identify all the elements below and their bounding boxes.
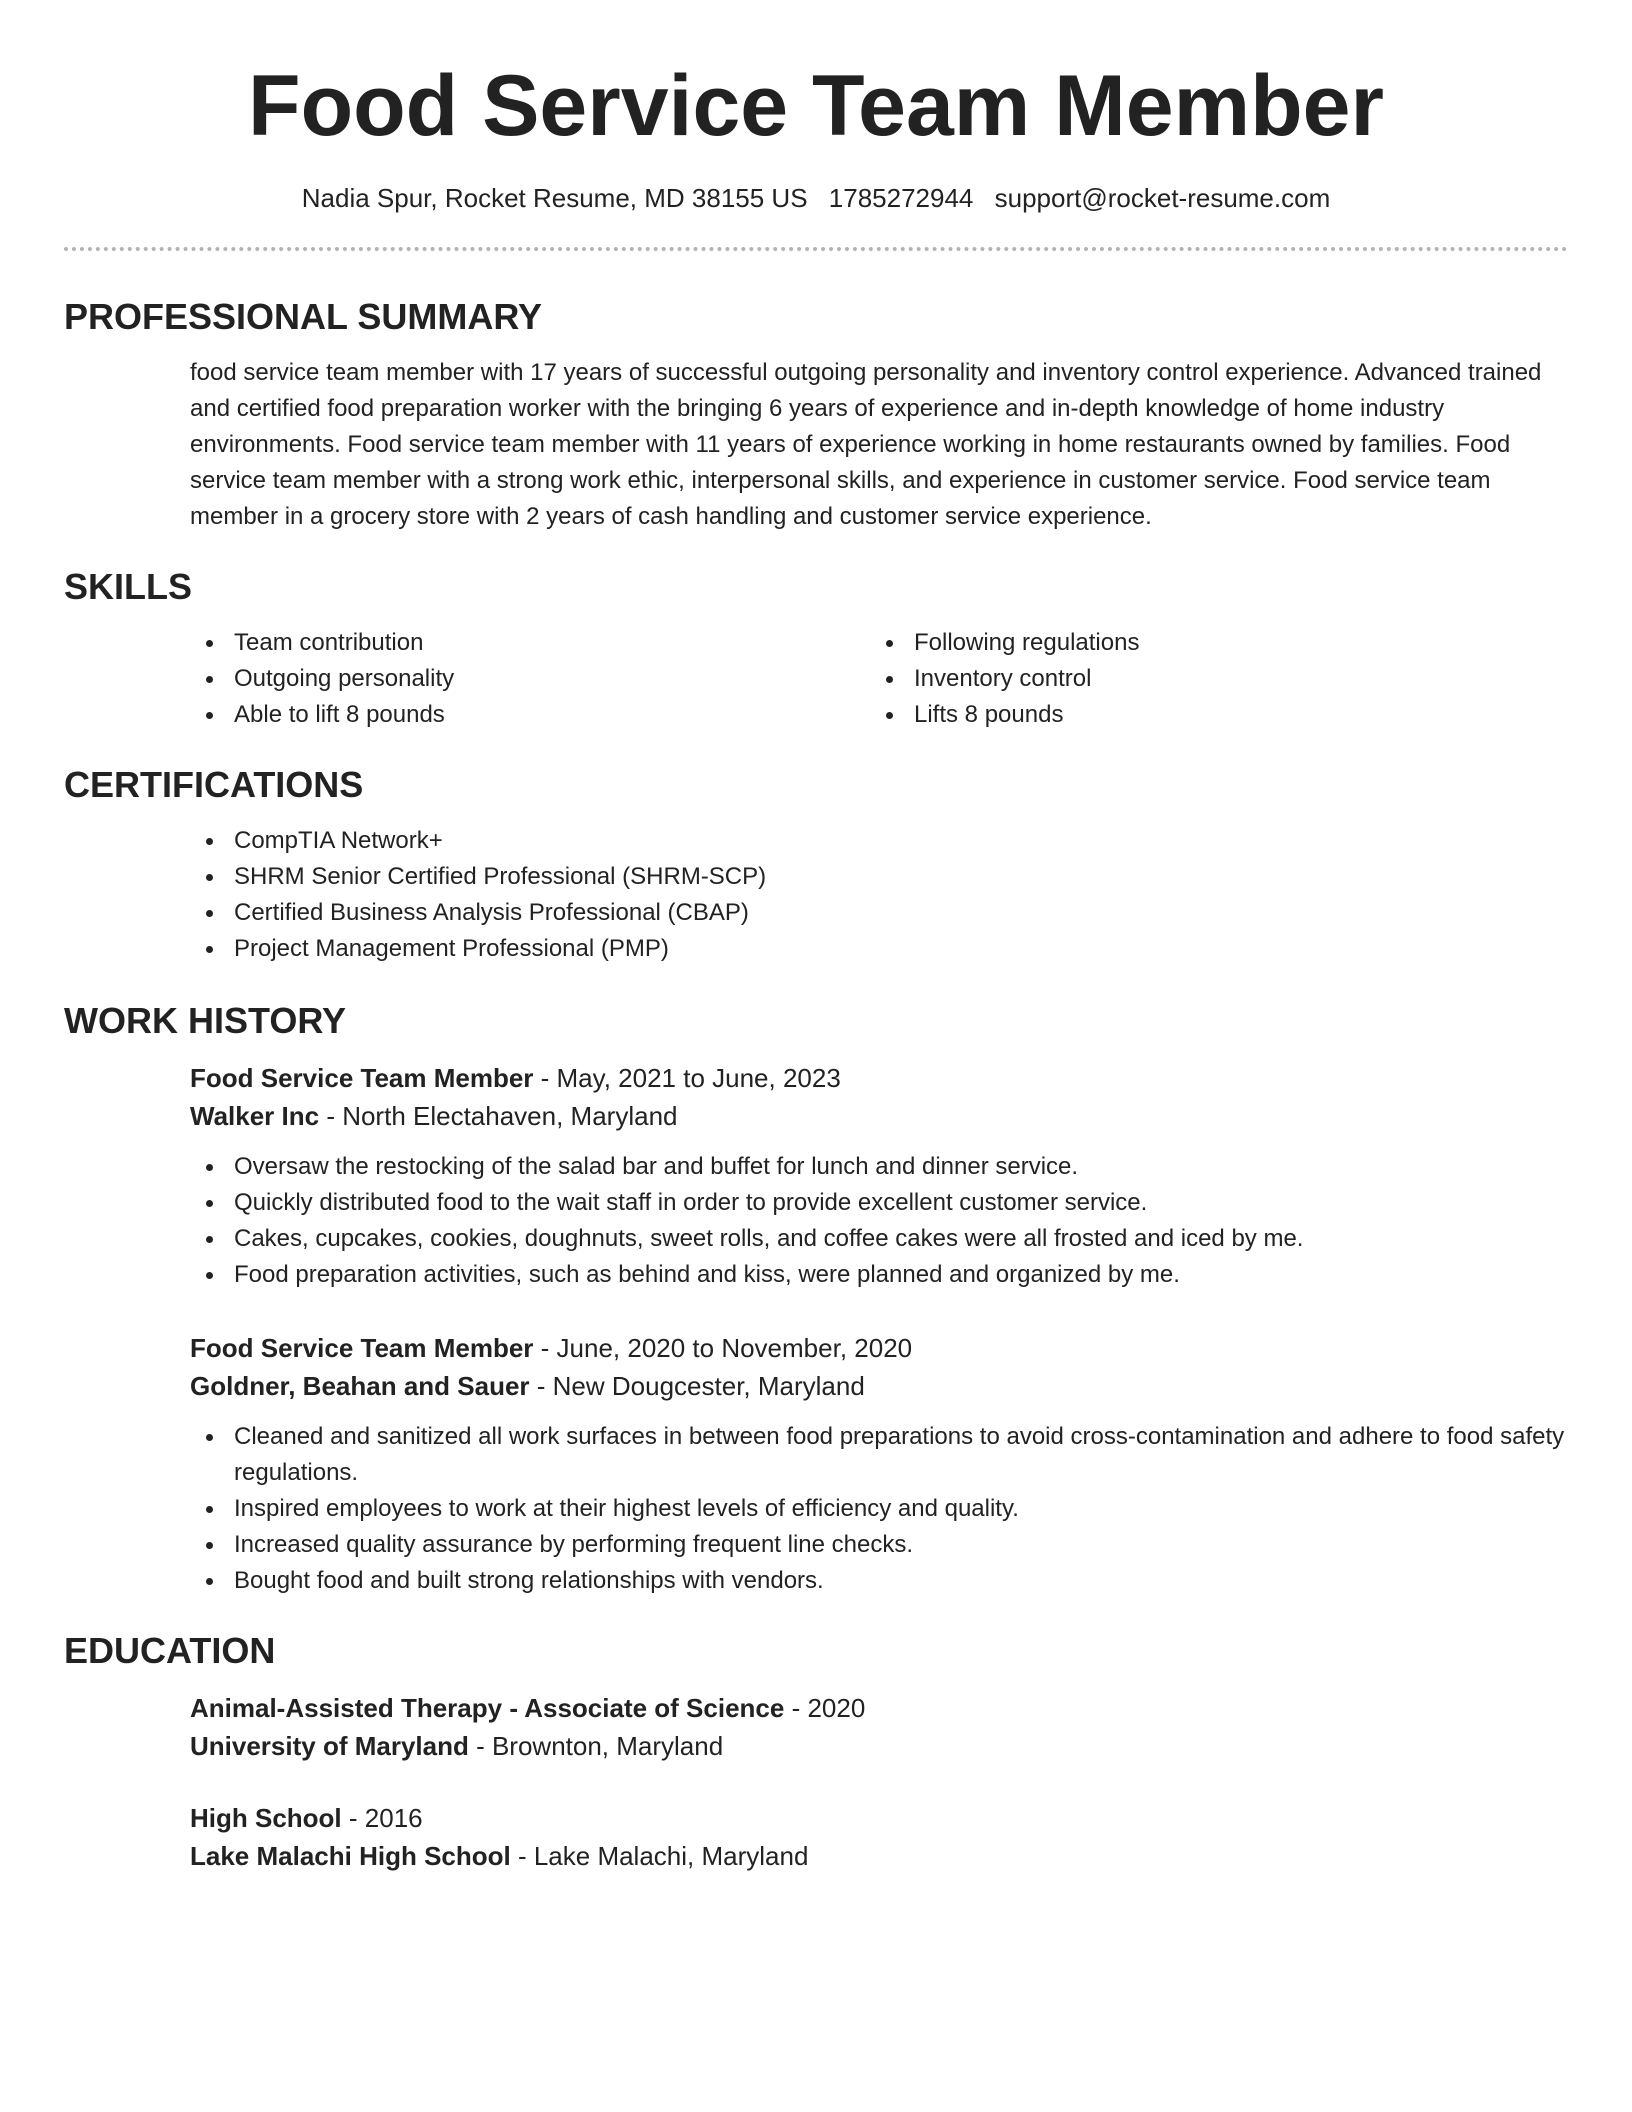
job-entry (190, 1059, 1568, 1293)
list-item: Lifts 8 pounds (870, 697, 1550, 733)
list-item: SHRM Senior Certified Professional (SHRM-SCP) (190, 859, 1568, 895)
list-item: CompTIA Network+ (190, 823, 1568, 859)
list-item: Able to lift 8 pounds (190, 697, 870, 733)
list-item: Food preparation activities, such as behind and kiss, were planned and organized by me. (190, 1257, 1568, 1293)
resume-header (64, 56, 1568, 251)
work-history-title: WORK HISTORY (64, 1000, 347, 1041)
degree-year: - 2020 (784, 1693, 866, 1723)
job-duties (190, 1149, 1568, 1293)
degree-name: Animal-Assisted Therapy - Associate of Science (190, 1693, 785, 1723)
summary-title: PROFESSIONAL SUMMARY (64, 296, 543, 337)
education-entry (190, 1799, 1568, 1875)
list-item: Outgoing personality (190, 661, 870, 697)
school-line (190, 1727, 1568, 1765)
school-location: - Lake Malachi, Maryland (510, 1841, 809, 1871)
list-item: Inspired employees to work at their highest levels of efficiency and quality. (190, 1491, 1568, 1527)
school-name: Lake Malachi High School (190, 1841, 511, 1871)
job-role: Food Service Team Member (190, 1333, 534, 1363)
education-section (64, 1629, 1568, 1875)
job-title-line (190, 1059, 1568, 1097)
job-location: - New Dougcester, Maryland (529, 1371, 865, 1401)
skills-section (64, 565, 1568, 733)
school-line (190, 1837, 1568, 1875)
skills-right-column (870, 625, 1550, 733)
job-employer: Goldner, Beahan and Sauer (190, 1371, 530, 1401)
degree-line (190, 1799, 1568, 1837)
certifications-section (64, 763, 1568, 967)
candidate-title: Food Service Team Member (248, 58, 1384, 154)
list-item: Oversaw the restocking of the salad bar and buffet for lunch and dinner service. (190, 1149, 1568, 1185)
job-dates: - June, 2020 to November, 2020 (533, 1333, 913, 1363)
summary-text: food service team member with 17 years of successful outgoing personality and inventory control experience. Advanced trained and certified food preparation worker with the bringing 6 years of experience and in-depth knowledge of home industry environments. Food service team member with 11 years of experience working in home restaurants owned by families. Food service team member with a strong work ethic, interpersonal skills, and experience in customer service. Food service team member in a grocery store with 2 years of cash handling and customer service experience. (190, 359, 1542, 530)
summary-section (64, 295, 1568, 535)
list-item: Cleaned and sanitized all work surfaces in between food preparations to avoid cross-contamination and adhere to food safety regulations. (190, 1419, 1568, 1491)
list-item: Inventory control (870, 661, 1550, 697)
school-name: University of Maryland (190, 1731, 469, 1761)
certifications-list-wrap (190, 823, 1568, 967)
skills-grid (190, 625, 1568, 733)
skills-left-column (190, 625, 870, 733)
job-title-line (190, 1329, 1568, 1367)
job-entry (190, 1329, 1568, 1599)
contact-email: support@rocket-resume.com (994, 183, 1331, 213)
degree-year: - 2016 (341, 1803, 423, 1833)
header-divider (64, 247, 1568, 251)
education-body (190, 1689, 1568, 1875)
job-dates: - May, 2021 to June, 2023 (533, 1063, 841, 1093)
list-item: Certified Business Analysis Professional (CBAP) (190, 895, 1568, 931)
degree-line (190, 1689, 1568, 1727)
job-role: Food Service Team Member (190, 1063, 534, 1093)
list-item: Team contribution (190, 625, 870, 661)
education-title: EDUCATION (64, 1630, 276, 1671)
job-duties (190, 1419, 1568, 1599)
school-location: - Brownton, Maryland (468, 1731, 724, 1761)
work-history-body (190, 1059, 1568, 1599)
job-location: - North Electahaven, Maryland (319, 1101, 678, 1131)
list-item: Project Management Professional (PMP) (190, 931, 1568, 967)
list-item: Cakes, cupcakes, cookies, doughnuts, sweet rolls, and coffee cakes were all frosted and iced by me. (190, 1221, 1568, 1257)
education-entry (190, 1689, 1568, 1765)
contact-phone: 1785272944 (828, 183, 974, 213)
list-item: Bought food and built strong relationships with vendors. (190, 1563, 1568, 1599)
list-item: Increased quality assurance by performing frequent line checks. (190, 1527, 1568, 1563)
job-employer-line (190, 1367, 1568, 1405)
job-employer: Walker Inc (190, 1101, 320, 1131)
skills-title: SKILLS (64, 566, 193, 607)
degree-name: High School (190, 1803, 342, 1833)
certifications-list (190, 823, 1568, 967)
contact-address: Nadia Spur, Rocket Resume, MD 38155 US (301, 183, 808, 213)
certifications-title: CERTIFICATIONS (64, 764, 364, 805)
list-item: Following regulations (870, 625, 1550, 661)
contact-line (64, 182, 1568, 214)
job-employer-line (190, 1097, 1568, 1135)
list-item: Quickly distributed food to the wait staff in order to provide excellent customer service. (190, 1185, 1568, 1221)
work-history-section (64, 999, 1568, 1599)
